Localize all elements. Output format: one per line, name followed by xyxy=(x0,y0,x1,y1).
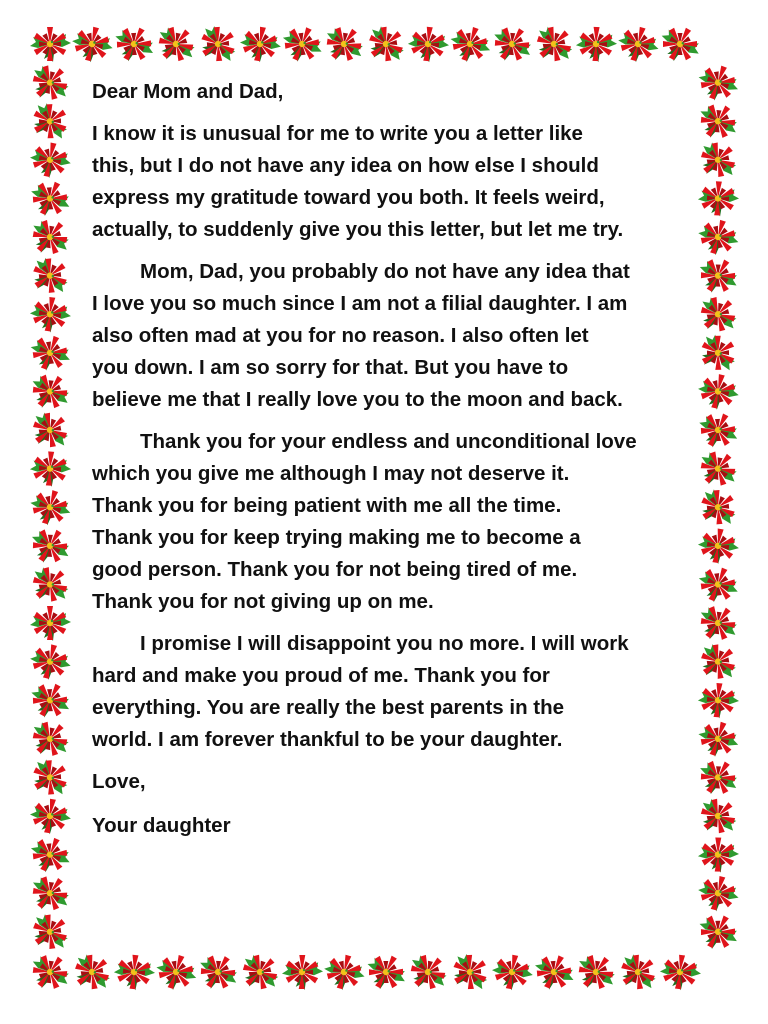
poinsettia-flower-icon xyxy=(691,443,745,496)
poinsettia-flower-icon xyxy=(612,946,665,1000)
poinsettia-flower-icon xyxy=(692,406,744,456)
poinsettia-flower-icon xyxy=(694,872,743,916)
poinsettia-flower-icon xyxy=(233,946,287,1000)
poinsettia-flower-icon xyxy=(317,18,371,71)
poinsettia-flower-icon xyxy=(320,950,369,994)
poinsettia-flower-icon xyxy=(191,947,244,999)
text-line: I promise I will disappoint you no more. I will work xyxy=(140,632,629,655)
poinsettia-flower-icon xyxy=(68,23,116,67)
salutation: Dear Mom and Dad, xyxy=(92,80,284,103)
letter-body xyxy=(92,76,694,842)
text-line: good person. Thank you for not being tired of me. xyxy=(92,558,578,581)
poinsettia-flower-icon xyxy=(406,25,450,64)
poinsettia-flower-icon xyxy=(23,713,77,766)
text-line: actually, to suddenly give you this letter, but let me try. xyxy=(92,218,624,241)
text-line: you down. I am so sorry for that. But you have to xyxy=(92,356,569,379)
text-line: which you give me although I may not deserve it. xyxy=(92,462,570,485)
text-line: hard and make you proud of me. Thank you for xyxy=(92,664,550,687)
text-line: believe me that I really love you to the moon and back. xyxy=(92,388,623,411)
poinsettia-flower-icon xyxy=(445,21,495,68)
poinsettia-flower-icon xyxy=(192,18,244,72)
closing: Love, xyxy=(92,770,146,793)
poinsettia-flower-icon xyxy=(24,249,76,303)
poinsettia-flower-icon xyxy=(23,366,77,418)
text-line: this, but I do not have any idea on how else I should xyxy=(92,154,599,177)
text-line: also often mad at you for no reason. I also often let xyxy=(92,324,589,347)
poinsettia-flower-icon xyxy=(24,95,75,148)
paragraph-2 xyxy=(92,256,694,416)
poinsettia-flower-icon xyxy=(237,24,283,66)
paragraph-4 xyxy=(92,628,694,756)
poinsettia-flower-icon xyxy=(691,134,744,188)
poinsettia-flower-icon xyxy=(694,370,742,413)
poinsettia-flower-icon xyxy=(151,949,201,995)
poinsettia-flower-icon xyxy=(108,20,161,70)
text-line: express my gratitude toward you both. It feels weird, xyxy=(92,186,605,209)
text-line: Mom, Dad, you probably do not have any idea that xyxy=(140,260,630,283)
poinsettia-flower-icon xyxy=(24,906,77,960)
poinsettia-flower-icon xyxy=(401,946,455,1000)
poinsettia-flower-icon xyxy=(697,180,740,217)
poinsettia-flower-icon xyxy=(360,947,413,997)
poinsettia-flower-icon xyxy=(693,60,744,107)
poinsettia-flower-icon xyxy=(444,946,496,999)
poinsettia-flower-icon xyxy=(698,837,740,873)
poinsettia-flower-icon xyxy=(65,946,118,1000)
poinsettia-flower-icon xyxy=(276,20,328,69)
text-line: Thank you for not giving up on me. xyxy=(92,590,434,613)
poinsettia-flower-icon xyxy=(282,955,324,991)
poinsettia-flower-icon xyxy=(30,606,71,641)
poinsettia-flower-icon xyxy=(149,18,203,71)
poinsettia-flower-icon xyxy=(24,751,76,805)
poinsettia-flower-icon xyxy=(527,18,580,72)
poinsettia-flower-icon xyxy=(489,951,536,993)
poinsettia-flower-icon xyxy=(569,946,623,999)
text-line: Thank you for your endless and unconditional love xyxy=(140,430,637,453)
poinsettia-flower-icon xyxy=(692,907,745,957)
text-line: Thank you for keep trying making me to become a xyxy=(92,526,581,549)
poinsettia-flower-icon xyxy=(654,19,707,70)
poinsettia-flower-icon xyxy=(30,27,71,62)
paragraph-3 xyxy=(92,426,694,618)
poinsettia-flower-icon xyxy=(697,682,741,720)
poinsettia-flower-icon xyxy=(691,597,745,650)
poinsettia-flower-icon xyxy=(692,481,744,535)
text-line: I love you so much since I am not a filial daughter. I am xyxy=(92,292,628,315)
poinsettia-flower-icon xyxy=(24,174,76,223)
poinsettia-flower-icon xyxy=(693,561,744,609)
poinsettia-flower-icon xyxy=(691,752,744,804)
signature: Your daughter xyxy=(92,814,231,837)
poinsettia-flower-icon xyxy=(27,139,74,182)
poinsettia-flower-icon xyxy=(575,26,617,62)
text-line: Thank you for being patient with me all the time. xyxy=(92,494,562,517)
text-line: everything. You are really the best parents in the xyxy=(92,696,565,719)
poinsettia-flower-icon xyxy=(693,716,743,762)
poinsettia-flower-icon xyxy=(23,558,77,612)
poinsettia-flower-icon xyxy=(23,946,77,999)
poinsettia-flower-icon xyxy=(694,215,743,260)
poinsettia-flower-icon xyxy=(614,22,663,67)
text-line: world. I am forever thankful to be your daughter. xyxy=(92,728,563,751)
poinsettia-flower-icon xyxy=(692,251,745,302)
poinsettia-flower-icon xyxy=(26,640,74,684)
poinsettia-flower-icon xyxy=(691,790,745,844)
poinsettia-flower-icon xyxy=(23,211,77,264)
poinsettia-flower-icon xyxy=(24,831,76,880)
poinsettia-flower-icon xyxy=(691,635,744,689)
poinsettia-flower-icon xyxy=(27,796,73,838)
paragraph-1 xyxy=(92,118,694,246)
poinsettia-flower-icon xyxy=(24,521,77,572)
poinsettia-flower-icon xyxy=(691,288,745,342)
poinsettia-flower-icon xyxy=(23,56,77,110)
poinsettia-flower-icon xyxy=(113,953,157,991)
poinsettia-flower-icon xyxy=(25,485,75,531)
poinsettia-flower-icon xyxy=(485,19,539,71)
poinsettia-flower-icon xyxy=(691,96,745,148)
poinsettia-flower-icon xyxy=(23,404,76,458)
poinsettia-flower-icon xyxy=(360,18,413,72)
text-line: I know it is unusual for me to write you a letter like xyxy=(92,122,583,145)
poinsettia-flower-icon xyxy=(692,327,743,380)
poinsettia-flower-icon xyxy=(528,948,580,997)
poinsettia-flower-icon xyxy=(695,526,741,567)
poinsettia-flower-icon xyxy=(28,295,73,335)
poinsettia-flower-icon xyxy=(29,450,72,488)
poinsettia-flower-icon xyxy=(23,867,77,920)
poinsettia-flower-icon xyxy=(658,953,703,993)
poinsettia-flower-icon xyxy=(24,676,77,726)
poinsettia-flower-icon xyxy=(25,330,76,378)
